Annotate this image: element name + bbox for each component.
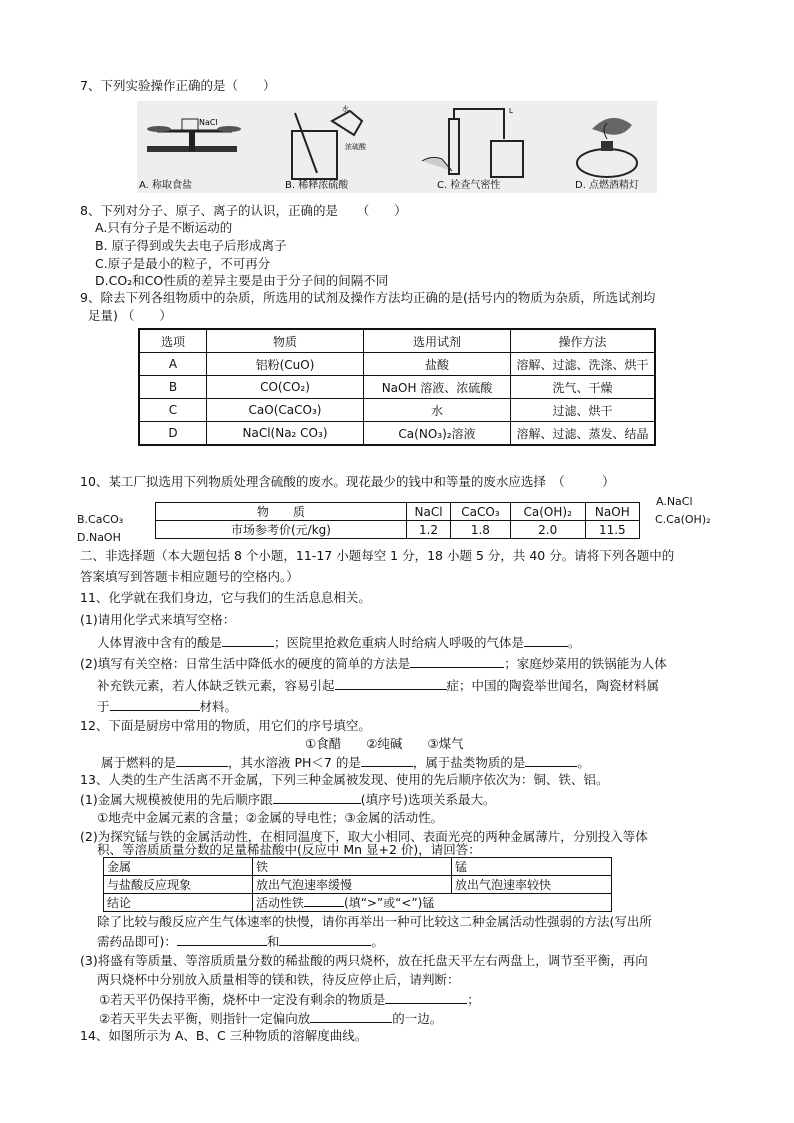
q9-header: 操作方法 [511,329,656,353]
q13-cell: 金属 [104,858,253,876]
q12-text: ，属于盐类物质的是 [412,755,526,770]
q12-title: 12、下面是厨房中常用的物质，用它们的序号填空。 [80,718,371,733]
answer-blank[interactable] [279,933,371,946]
q9-cell: 水 [364,399,511,422]
answer-blank[interactable] [524,634,568,647]
q9-cell: 溶解、过滤、洗涤、烘干 [511,353,656,376]
q11-part1: (1)请用化学式来填写空格： [80,612,236,627]
q8-option-c: C.原子是最小的粒子，不可再分 [95,256,271,271]
q13-part3-3 [99,991,480,1008]
answer-blank[interactable] [310,1010,392,1023]
q10-option-d: D.NaOH [77,531,121,544]
q13-text: 的一边。 [392,1011,443,1026]
q11-text: 于 [97,699,110,714]
answer-blank[interactable] [273,791,361,804]
answer-blank[interactable] [525,754,577,767]
l-label: L [509,107,513,115]
q10-cell: NaOH [585,503,639,521]
q12-line [101,754,590,771]
q13-table [103,857,612,912]
q10-cell: 物 质 [156,503,407,521]
q9-stem-2: 足量) （ ） [88,308,172,323]
q11-title: 11、化学就在我们身边，它与我们的生活息息相关。 [80,590,371,605]
q9-cell: NaCl(Na₂ CO₃) [207,422,364,446]
q11-text: (2)填写有关空格：日常生活中降低水的硬度的简单的方法是 [80,656,411,671]
q12-items: ①食醋 ②纯碱 ③煤气 [305,736,464,751]
q8-option-d: D.CO₂和CO性质的差异主要是由于分子间的间隔不同 [95,273,389,288]
q13-cell: 放出气泡速率较快 [452,876,612,894]
q10-cell: 市场参考价(元/kg) [156,521,407,539]
q9-cell: CO(CO₂) [207,376,364,399]
q9-cell: 盐酸 [364,353,511,376]
q10-price-table [155,502,640,539]
q10-cell: Ca(OH)₂ [510,503,585,521]
q9-cell: Ca(NO₃)₂溶液 [364,422,511,446]
answer-blank[interactable] [177,933,267,946]
q13-part1-options: ①地壳中金属元素的含量；②金属的导电性；③金属的活动性。 [97,810,444,825]
q9-table [138,328,656,446]
q13-part2-2: 积、等溶质质量分数的足量稀盐酸中(反应中 Mn 显+2 价)，请回答： [97,842,481,857]
q10-cell: 11.5 [585,521,639,539]
q9-header: 选用试剂 [364,329,511,353]
q7-figure-strip [137,101,657,193]
section2-heading-1: 二、非选择题（本大题包括 8 个小题，11-17 小题每空 1 分，18 小题 5 分，共 40 分。请将下列各题中的 [80,548,675,563]
answer-blank[interactable] [410,655,504,668]
q11-text: 补充铁元素，若人体缺乏铁元素，容易引起 [97,678,335,693]
section2-heading-2: 答案填写到答题卡相应题号的空格内。） [80,569,299,584]
q13-part3-2: 两只烧杯中分别放入质量相等的镁和铁，待反应停止后，请判断： [97,972,460,987]
q9-cell: NaOH 溶液、浓硫酸 [364,376,511,399]
q13-text: (填序号)选项关系最大。 [360,792,496,807]
q13-title: 13、人类的生产生活离不开金属，下列三种金属被发现、使用的先后顺序依次为：铜、铁、铝。 [80,772,609,787]
q9-cell: A [139,353,207,376]
q8-option-a: A.只有分子是不断运动的 [95,220,233,235]
q13-cell: 放出气泡速率缓慢 [253,876,452,894]
q13-part2-3: 除了比较与酸反应产生气体速率的快慢，请你再举出一种可比较这二种金属活动性强弱的方法(写出所 [97,914,652,929]
q9-cell: CaO(CaCO₃) [207,399,364,422]
water-label: 水 [342,105,349,113]
caption-d: D. 点燃酒精灯 [575,180,640,191]
q9-cell: D [139,422,207,446]
q13-text: (1)金属大规模被使用的先后顺序跟 [80,792,273,807]
answer-blank[interactable] [176,754,228,767]
q13-text: ； [467,992,480,1007]
q13-part1-line [80,791,495,808]
q11-part2-line [80,655,667,672]
q9-cell: C [139,399,207,422]
q11-part2-line2 [97,677,659,694]
q10-cell: 1.8 [451,521,511,539]
q13-text: 。 [371,934,384,949]
q8-option-b: B. 原子得到或失去电子后形成离子 [95,238,287,253]
q9-cell: 洗气、干燥 [511,376,656,399]
q13-text: 活动性铁 [256,896,305,910]
q10-option-a: A.NaCl [656,495,693,508]
q9-header: 选项 [139,329,207,353]
q12-text: ，其水溶液 PH＜7 的是 [228,755,361,770]
caption-c: C. 检查气密性 [437,180,501,191]
answer-blank[interactable] [385,991,467,1004]
q13-part2-1: (2)为探究锰与铁的金属活动性，在相同温度下，取大小相同、表面光亮的两种金属薄片，分别投入等体 [80,829,648,844]
q11-text: 材料。 [199,699,238,714]
q13-text: 和 [266,934,280,949]
q11-text: ；医院里抢救危重病人时给病人呼吸的气体是 [274,635,525,650]
q12-text: 。 [577,755,590,770]
q12-text: 属于燃料的是 [101,755,177,770]
answer-blank[interactable] [110,698,200,711]
q11-part2-line3 [97,698,237,715]
q10-cell: 2.0 [510,521,585,539]
caption-b: B. 稀释浓硫酸 [285,180,349,191]
answer-blank[interactable] [361,754,413,767]
q9-header: 物质 [207,329,364,353]
q8-stem: 8、下列对分子、原子、离子的认识，正确的是 （ ） [80,203,407,218]
q10-stem: 10、某工厂拟选用下列物质处理含硫酸的废水。现花最少的钱中和等量的废水应选择 （ ） [80,474,615,489]
q11-text: 。 [568,635,581,650]
q9-stem-1: 9、除去下列各组物质中的杂质，所选用的试剂及操作方法均正确的是(括号内的物质为杂质，所选试剂均 [80,290,656,305]
q9-cell: 铝粉(CuO) [207,353,364,376]
acid-label: 浓硫酸 [345,143,366,151]
q13-conclusion [253,894,612,912]
q9-cell: 溶解、过滤、蒸发、结晶 [511,422,656,446]
q13-text: ①若天平仍保持平衡，烧杯中一定没有剩余的物质是 [99,992,386,1007]
answer-blank[interactable] [222,634,274,647]
q10-option-b: B.CaCO₃ [77,513,124,526]
q13-part2-4 [97,933,384,950]
q13-text: (填“>”或“<”)锰 [344,896,435,910]
q9-cell: B [139,376,207,399]
q11-text: ；家庭炒菜用的铁锅能为人体 [504,656,667,671]
q13-text: 需药品即可)： [97,934,177,949]
q13-part3-1: (3)将盛有等质量、等溶质质量分数的稀盐酸的两只烧杯，放在托盘天平左右两盘上，调节至平衡，再向 [80,953,648,968]
answer-blank[interactable] [335,677,447,690]
q10-cell: 1.2 [407,521,451,539]
q10-cell: CaCO₃ [451,503,511,521]
caption-a: A. 称取食盐 [139,180,193,191]
q7-stem: 7、下列实验操作正确的是（ ） [80,78,276,93]
q13-cell: 铁 [253,858,452,876]
nacl-label: NaCl [199,118,218,127]
q11-part1-line [97,634,581,651]
q11-text: 人体胃液中含有的酸是 [97,635,223,650]
q13-cell: 锰 [452,858,612,876]
q10-option-c: C.Ca(OH)₂ [655,513,711,526]
q13-cell: 结论 [104,894,253,912]
q13-cell: 与盐酸反应现象 [104,876,253,894]
q13-part3-4 [99,1010,442,1027]
q13-text: ②若天平失去平衡，则指针一定偏向放 [99,1011,311,1026]
q10-cell: NaCl [407,503,451,521]
q11-text: 症；中国的陶瓷举世闻名，陶瓷材料属 [446,678,660,693]
q14-title: 14、如图所示为 A、B、C 三种物质的溶解度曲线。 [80,1028,368,1043]
answer-blank[interactable] [304,894,344,907]
q9-cell: 过滤、烘干 [511,399,656,422]
